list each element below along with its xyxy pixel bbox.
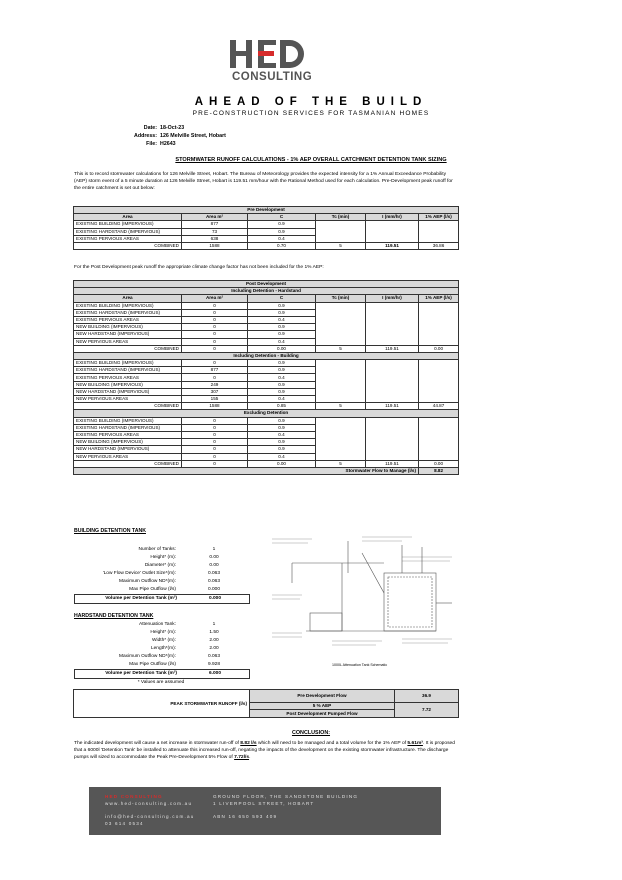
building-tank-calc [74,546,250,604]
cell: 0.9 [248,302,316,309]
cell: 0 [182,302,248,309]
section-title: Including Detention - Hardstand [74,288,459,295]
cell: 638 [182,235,248,242]
cell: NEW PERVIOUS AREAS [74,338,182,345]
cell: 0.9 [248,221,316,228]
cell: 0.00 [419,460,459,467]
cell: 5 [316,403,366,410]
cell: 0.4 [248,431,316,438]
calc-label: Length*(m): [150,646,176,651]
cell: 0 [182,417,248,424]
cell: 155 [182,396,248,403]
cell: 0.4 [248,374,316,381]
cell: 249 [182,381,248,388]
cell: COMBINED [74,403,182,410]
cell: 119.51 [366,460,419,467]
address-label: Address: [134,133,157,139]
footer-abn: ABN 16 650 593 409 [213,814,278,819]
cell: EXISTING HARDSTAND (IMPERVIOUS) [74,367,182,374]
calc-value: 0.063 [207,571,220,576]
cell: 0 [182,345,248,352]
calc-value: 2.00 [209,646,219,651]
conclusion-text: . [249,755,251,761]
volume-label: Volume per Detention Tank (m³) [105,671,177,676]
cell: 0 [182,331,248,338]
cell: 877 [182,221,248,228]
schematic-caption: 1000L Attenuation Tank Schematic [332,663,388,667]
footer [89,787,441,835]
cell: EXISTING PERVIOUS AREAS [74,235,182,242]
section-title: Including Detention - Building [74,352,459,359]
cell: 0.4 [248,453,316,460]
calc-label: Height* (m): [150,630,176,635]
combined-row [74,403,459,410]
col-area-m2: Area m² [182,295,248,302]
calc-label: Height* (m): [150,555,176,560]
cell: 0.4 [248,316,316,323]
cell: 36.86 [419,242,459,249]
cell: 0.9 [248,388,316,395]
cell: NEW HARDSTAND (IMPERVIOUS) [74,388,182,395]
assumed-note: * Values are assumed [137,680,185,685]
cell: 0.00 [248,460,316,467]
cell: 0 [182,374,248,381]
cell: 0 [182,338,248,345]
file-value: H2643 [160,141,176,147]
cell: 0 [182,324,248,331]
cell: 0.4 [248,396,316,403]
cell: EXISTING PERVIOUS AREAS [74,374,182,381]
cell: 0.85 [248,403,316,410]
calc-value: 0.00 [209,563,219,568]
col-c: C [248,214,316,221]
calc-label: Attenuation Tank: [139,622,176,627]
cell: 0.9 [248,360,316,367]
manage-label: Stormwater Flow to Manage (l/s) [74,467,419,474]
cell: 0 [182,453,248,460]
table-row [74,360,459,367]
col-c: C [248,295,316,302]
conclusion-value: 5.61m³ [407,741,423,746]
cell: EXISTING BUILDING (IMPERVIOUS) [74,360,182,367]
manage-value: 8.82 [419,467,459,474]
cell: 0.70 [248,242,316,249]
calc-label: 'Low Flow Device' Outlet Size*(m): [102,571,176,576]
cell: EXISTING HARDSTAND (IMPERVIOUS) [74,309,182,316]
cell: 0.9 [248,446,316,453]
cell: EXISTING PERVIOUS AREAS [74,431,182,438]
table-row [74,417,459,424]
aep-label: 5 % AEP [250,703,395,710]
document-title: STORMWATER RUNOFF CALCULATIONS - 1% AEP OVERALL CATCHMENT DETENTION TANK SIZING [175,157,447,163]
post-note: For the Post Development peak runoff the appropriate climate change factor has not been included for the 1% AEP: [74,265,324,270]
cell: 0.00 [248,345,316,352]
cell: NEW HARDSTAND (IMPERVIOUS) [74,331,182,338]
col-area: Area [74,214,182,221]
tagline: AHEAD OF THE BUILD [194,96,428,108]
volume-value: 6.000 [208,671,221,676]
cell: 0 [182,460,248,467]
calc-label: Width* (m): [152,638,176,643]
col-aep: 1% AEP (l/s) [419,214,459,221]
col-area-m2: Area m² [182,214,248,221]
calc-label: Maximum Outflow ND*(m): [118,579,176,584]
pre-development-table [73,206,459,250]
cell: EXISTING BUILDING (IMPERVIOUS) [74,302,182,309]
col-tc: Tc (min) [316,295,366,302]
cell: 0.9 [248,417,316,424]
tank-schematic [272,533,460,673]
cell: 0 [182,446,248,453]
hardstand-tank-calc [74,621,250,687]
cell: 0.4 [248,338,316,345]
combined-row [74,345,459,352]
col-intensity: I (mm/hr) [366,295,419,302]
conclusion-value: 7.72l/s [234,755,250,761]
cell: 0 [182,309,248,316]
calc-value: 0.00 [209,555,219,560]
cell: 0 [182,316,248,323]
conclusion-text: . It is proposed that a 6000l 'Detention Tank' be installed to attenuate this increased run-off, negating the impacts of the development on the existing stormwater infrastructure. The discharge pumps will sized to accommodate the Peak Pre-Development 5% Flow of [74,741,455,761]
conclusion-title: CONCLUSION: [291,730,331,736]
cell: 0 [182,431,248,438]
cell: 0.9 [248,331,316,338]
cell: 1588 [182,403,248,410]
cell: 0.9 [248,424,316,431]
calc-value: 0.063 [207,654,220,659]
calc-value: 1 [212,622,216,627]
pre-heading: Pre Development [74,207,459,214]
cell: NEW BUILDING (IMPERVIOUS) [74,324,182,331]
table-row [74,302,459,309]
calc-value: 2.00 [209,638,219,643]
cell: 0 [182,360,248,367]
post-development-table [73,280,459,475]
cell: 5 [316,242,366,249]
pre-header-row [74,214,459,221]
calc-value: 1.50 [209,630,219,635]
cell: EXISTING BUILDING (IMPERVIOUS) [74,417,182,424]
col-tc: Tc (min) [316,214,366,221]
conclusion-paragraph [74,740,458,762]
combined-row [74,242,459,249]
cell: 0 [182,439,248,446]
conclusion-text: The indicated development will cause a net increase in stormwater run-off of [74,741,239,746]
cell: COMBINED [74,345,182,352]
cell: 119.51 [366,403,419,410]
cell: 0.9 [248,381,316,388]
col-area: Area [74,295,182,302]
cell: NEW PERVIOUS AREAS [74,453,182,460]
calc-value: 9.928 [207,662,220,667]
calc-label: Number of Tanks: [138,547,176,552]
pre-flow-label: Pre Development Flow [250,690,395,703]
subtagline: PRE-CONSTRUCTION SERVICES FOR TASMANIAN HOMES [192,110,430,117]
calc-value: 0.063 [207,579,220,584]
cell: NEW HARDSTAND (IMPERVIOUS) [74,446,182,453]
cell: NEW BUILDING (IMPERVIOUS) [74,381,182,388]
cell: EXISTING HARDSTAND (IMPERVIOUS) [74,424,182,431]
cell: 307 [182,388,248,395]
post-flow-value: 7.72 [395,703,459,718]
cell: 119.51 [366,242,419,249]
cell: 0.9 [248,228,316,235]
col-intensity: I (mm/hr) [366,214,419,221]
logo-text: CONSULTING [232,71,313,83]
file-label: File: [146,141,157,147]
footer-email[interactable]: info@hed-consulting.com.au [105,814,195,819]
post-heading: Post Development [74,281,459,288]
footer-phone: 03 614 0534 [105,821,144,826]
pre-flow-value: 36.9 [395,690,459,703]
cell: 0.9 [248,324,316,331]
footer-address-line2: 1 LIVERPOOL STREET, HOBART [213,801,315,806]
cell: EXISTING BUILDING (IMPERVIOUS) [74,221,182,228]
calc-label: Maximum Outflow ND*(m): [118,654,176,659]
cell: EXISTING HARDSTAND (IMPERVIOUS) [74,228,182,235]
cell: 877 [182,367,248,374]
volume-label: Volume per Detention Tank (m³) [105,596,177,601]
section-title: Excluding Detention [74,410,459,417]
cell: 0.9 [248,367,316,374]
cell: 0.00 [419,345,459,352]
hardstand-tank-title: HARDSTAND DETENTION TANK [74,613,154,619]
date-label: Date: [143,125,157,131]
address-value: 126 Melville Street, Hobart [160,133,226,139]
flow-to-manage-row [74,467,459,474]
cell: 0.4 [248,235,316,242]
cell: 1588 [182,242,248,249]
conclusion-text: which will need to be managed and a total volume for the 1% AEP of [257,741,407,746]
combined-row [74,460,459,467]
footer-website[interactable]: www.hed-consulting.com.au [105,801,193,806]
cell: NEW BUILDING (IMPERVIOUS) [74,439,182,446]
col-aep: 1% AEP (l/s) [419,295,459,302]
volume-value: 0.000 [208,596,221,601]
peak-runoff-table [73,689,459,718]
cell: 44.87 [419,403,459,410]
document-meta [120,124,226,148]
calc-value: 0.000 [207,587,220,592]
calc-value: 1 [212,547,216,552]
cell: 119.51 [366,345,419,352]
cell: 0.9 [248,439,316,446]
calc-label: Diameter* (m): [144,563,176,568]
cell: COMBINED [74,460,182,467]
cell: 0 [182,424,248,431]
post-flow-label: Post Development Pumped Flow [250,710,395,718]
date-value: 18-Oct-23 [160,125,185,131]
cell: 5 [316,460,366,467]
cell: EXISTING PERVIOUS AREAS [74,316,182,323]
footer-address-line1: GROUND FLOOR, THE SANDSTONE BUILDING [213,794,359,799]
cell: 73 [182,228,248,235]
calc-label: Max Pipe Outflow (l/s) [129,662,176,667]
cell: 0.9 [248,309,316,316]
conclusion-value: 8.82 l/s [240,741,257,746]
cell: COMBINED [74,242,182,249]
building-tank-title: BUILDING DETENTION TANK [74,528,146,534]
table-row [74,221,459,228]
intro-paragraph: This is to record stormwater calculations for 126 Melville Street, Hobart. The Bureau of Meteorology provides the expected intensity for a 1% Annual Exceedance Probability (AEP) storm event of a 5 minute duration at 126 Melville Street, Hobart is 119.51 mm/hour with the Rational Method used for each calculation. Pre-Development peak runoff for the entire catchment is set out below: [74,172,453,192]
peak-label: PEAK STORMWATER RUNOFF (l/s) [74,690,250,718]
calc-label: Max Pipe Outflow (l/s) [129,587,176,592]
cell: 5 [316,345,366,352]
footer-brand: HED CONSULTING [105,794,163,799]
cell: NEW PERVIOUS AREAS [74,396,182,403]
